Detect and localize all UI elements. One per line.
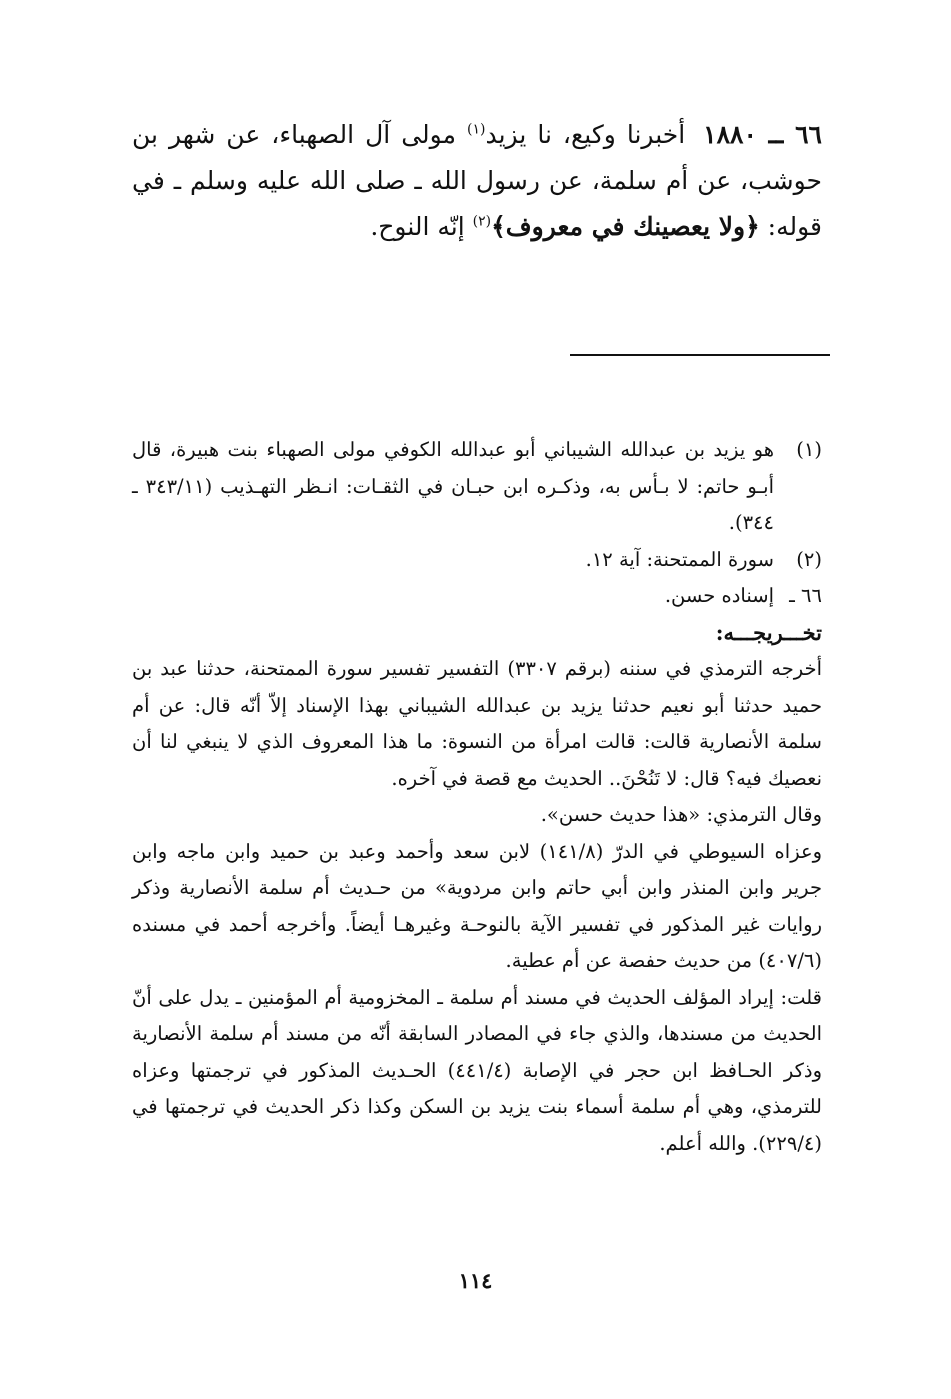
footnote-1 xyxy=(132,432,822,542)
footnote-marker: (٢) xyxy=(796,547,822,571)
footnote-reference-1: (١) xyxy=(467,121,486,138)
hadith-text-part-a: أخبرنا وكيع، نا يزيد xyxy=(485,120,686,149)
takhrij-heading: تخـــريجـــه: xyxy=(715,619,822,645)
footnotes-section xyxy=(132,432,822,1162)
hadith-text-part-b: مولى آل الصهباء، عن شهر بن حوشب، عن أم سلمة، عن رسول الله ـ صلى الله عليه وسلم ـ في قوله: xyxy=(132,120,822,241)
footnote-marker: ٦٦ ـ xyxy=(789,584,822,607)
hadith-number: ٦٦ ــ ١٨٨٠ xyxy=(703,120,822,149)
main-hadith-text xyxy=(132,112,822,250)
page-number: ١١٤ xyxy=(458,1268,493,1293)
takhrij-paragraph: قلت: إيراد المؤلف الحديث في مسند أم سلمة ـ المخزومية أم المؤمنين ـ يدل على أنّ الحديث من مسندها، والذي جاء في المصادر السابقة أنّه من مسند أم سلمة الأنصارية وذكر الحـافظ ابن حجر في الإصابة (٤٤١/٤) الحـديث المذكور في ترجمتها وعزاه للترمذي، وهي أم سلمة أسماء بنت يزيد بن السكن وكذا ذكر الحديث في ترجمتها في (٢٢٩/٤). والله أعلم. xyxy=(132,985,822,1155)
footnote-isnad xyxy=(132,578,822,615)
footnote-text: هو يزيد بن عبدالله الشيباني أبو عبدالله الكوفي مولى الصهباء بنت هبيرة، قال أبـو حاتم: لا بـأس به، وذكـره ابن حبـان في الثقـات: انـظر التهـذيب (٣٤٣/١١ ـ ٣٤٤). xyxy=(132,438,774,534)
takhrij-paragraph: وعزاه السيوطي في الدرّ (١٤١/٨) لابن سعد وأحمد وعبد بن حميد وابن ماجه وابن جرير وابن المنذر وابن أبي حاتم وابن مردوية» من حـديث أم سلمة الأنصارية وذكر روايات غير المذكور في تفسير الآية بالنوحـة وغيرهـا أيضاً. وأخرجه أحمد في مسنده (٤٠٧/٦) من حديث حفصة عن أم عطية. xyxy=(132,839,823,972)
footnote-marker: (١) xyxy=(796,438,822,461)
takhrij-paragraph: أخرجه الترمذي في سننه (برقم ٣٣٠٧) التفسير تفسير سورة الممتحنة، حدثنا عبد بن حميد حدثنا أبو نعيم حدثنا يزيد بن عبدالله الشيباني بهذا الإسناد إلاّ أنّه قال: عن أم سلمة الأنصارية قالت: قالت امرأة من النسوة: ما هذا المعروف الذي لا ينبغي لنا أن نعصيك فيه؟ قال: لا تَنُحْنَ.. الحديث مع قصة في آخره. xyxy=(132,657,822,790)
footnote-reference-2: (٢) xyxy=(472,213,492,230)
footnote-text: سورة الممتحنة: آية ١٢. xyxy=(585,547,774,571)
quran-quote: ﴿ولا يعصينك في معروف﴾ xyxy=(491,212,760,241)
footnote-2 xyxy=(132,542,822,579)
footnote-separator xyxy=(570,354,830,356)
hadith-text-part-c: إنّه النوح. xyxy=(370,212,473,241)
takhrij-paragraph: وقال الترمذي: «هذا حديث حسن». xyxy=(540,803,822,826)
footnote-text: إسناده حسن. xyxy=(664,584,774,607)
